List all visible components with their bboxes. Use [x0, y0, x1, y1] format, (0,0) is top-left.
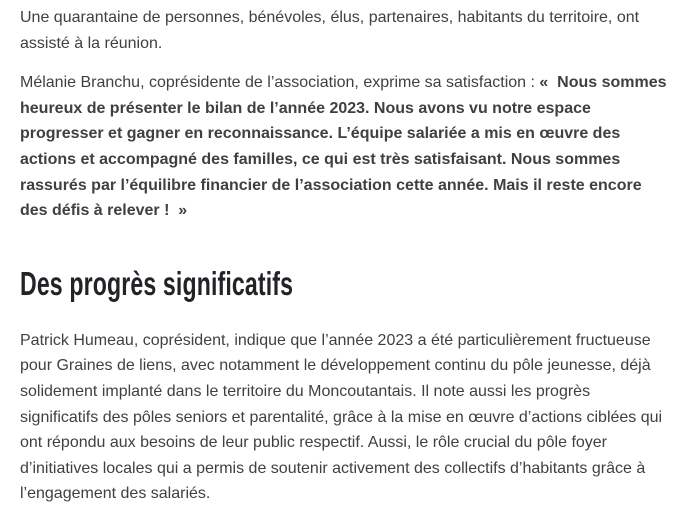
article-content — [20, 0, 672, 507]
quote-lead-in: Mélanie Branchu, coprésidente de l’association, exprime sa satisfaction : — [20, 74, 540, 92]
section-heading — [20, 265, 672, 303]
section-heading-text: Des progrès significatifs — [20, 264, 294, 302]
quote-bold-text: « Nous sommes heureux de présenter le bilan de l’année 2023. Nous avons vu notre espace progresser et gagner en reconnaissance. L’équipe salariée a mis en œuvre des actions et accompagné des familles, ce qui est très satisfaisant. Nous sommes rassurés par l’équilibre financier de l’association cette année. Mais il reste encore des défis à relever ! » — [20, 74, 667, 220]
paragraph-progress: Patrick Humeau, coprésident, indique que l’année 2023 a été particulièrement fructueuse pour Graines de liens, avec notamment le développement continu du pôle jeunesse, déjà solidement implanté dans le territoire du Moncoutantais. Il note aussi les progrès significatifs des pôles seniors et parentalité, grâce à la mise en œuvre d’actions ciblées qui ont répondu aux besoins de leur public respectif. Aussi, le rôle crucial du pôle foyer d’initiatives locales qui a permis de soutenir activement des collectifs d’habitants grâce à l’engagement des salariés. — [20, 331, 663, 503]
paragraph-attendance: Une quarantaine de personnes, bénévoles, élus, partenaires, habitants du territoire, ont assisté à la réunion. — [20, 9, 640, 52]
paragraph-quote — [20, 70, 672, 224]
